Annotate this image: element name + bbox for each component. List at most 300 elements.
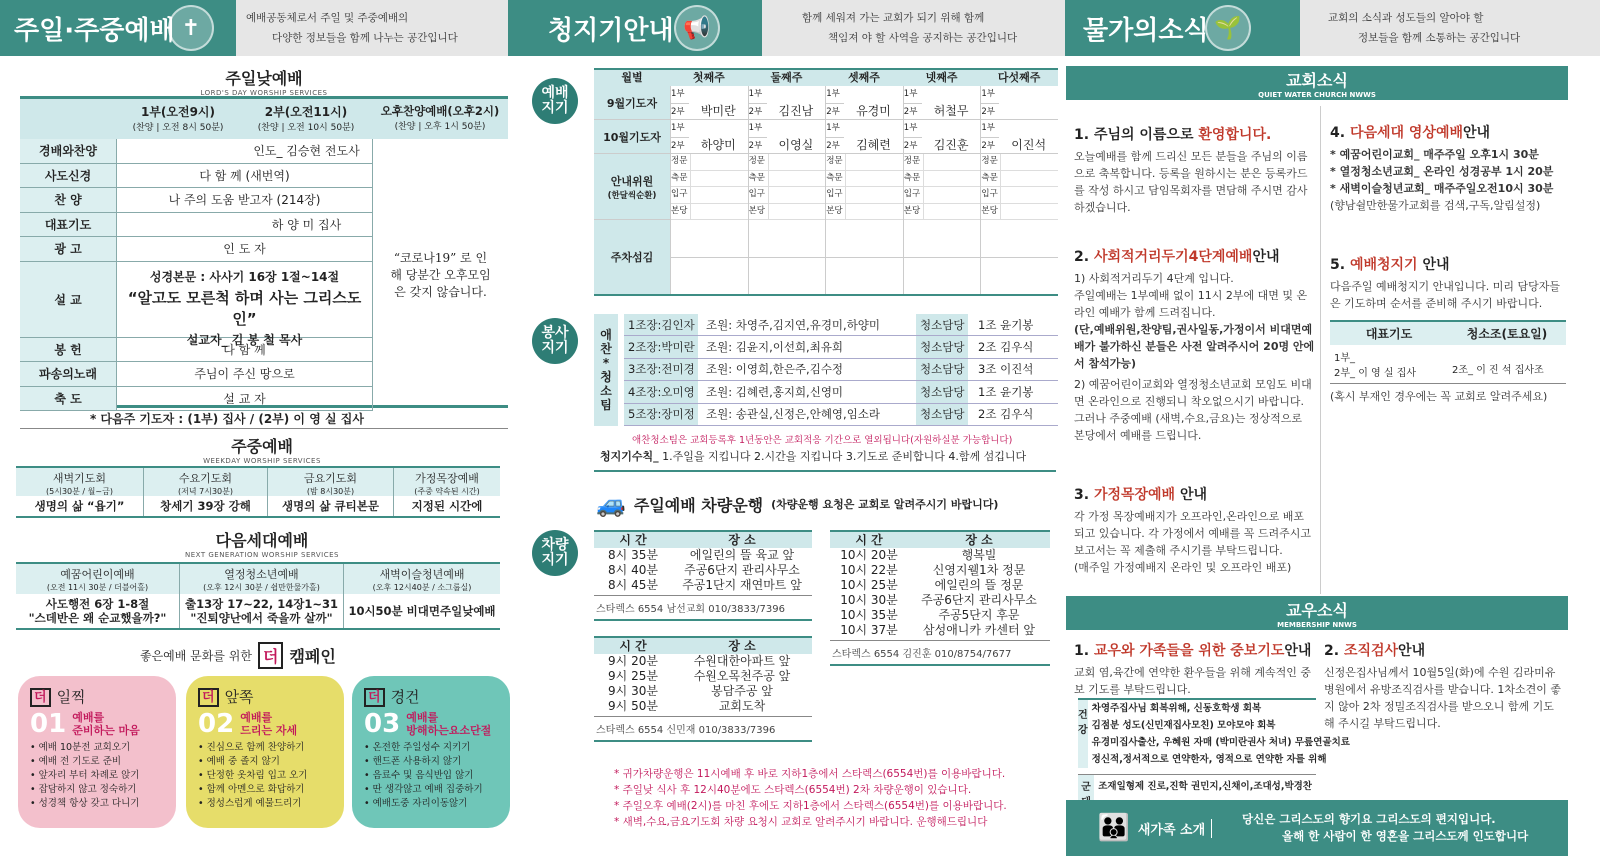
part-1: 1부 bbox=[749, 86, 767, 104]
prayer-row bbox=[594, 86, 1058, 120]
car-time: 9시 50분 bbox=[608, 699, 658, 713]
part-2: 2부 bbox=[903, 107, 918, 117]
col-header bbox=[344, 564, 500, 594]
afternoon-notice: “코로나19” 로 인해 당분간 오후모임은 갖지 않습니다. bbox=[372, 139, 508, 411]
car-time: 10시 22분 bbox=[840, 563, 898, 577]
team-members: 조원: 송관실,신정은,안혜영,임소라 bbox=[706, 407, 881, 422]
part-1: 1부 bbox=[904, 120, 922, 138]
prayer-line: 유경미집사출산, 우혜원 자매 (박미란권사 처녀) 무릎연골치료 bbox=[1091, 737, 1350, 748]
part-labels bbox=[981, 120, 999, 153]
team-leader: 1조장:김인자 bbox=[624, 314, 698, 335]
parking-slot bbox=[981, 258, 1058, 295]
parking-slot bbox=[904, 258, 981, 295]
row-value: 하 양 미 집사 bbox=[116, 213, 372, 237]
clean-label: 청소담당 bbox=[916, 336, 968, 357]
prayer-name bbox=[999, 86, 1058, 119]
car-h-time: 시 간 bbox=[619, 639, 647, 653]
col-time: (밤 8시30분) bbox=[306, 487, 355, 496]
campaign-item: • 성경책 항상 갖고 다니기 bbox=[30, 798, 140, 809]
col-header bbox=[144, 468, 267, 496]
col-time: (오후 12시 30분 / 쉽만한물가홀) bbox=[203, 583, 320, 592]
part-2: 2부 bbox=[981, 141, 995, 151]
guide-sub: (한달씩순환) bbox=[607, 190, 657, 201]
campaign-num: 01 bbox=[30, 708, 67, 739]
team-row bbox=[624, 359, 1058, 381]
car-row bbox=[594, 699, 812, 714]
car-place: 행복빌 bbox=[961, 548, 997, 562]
car-h-place: 장 소 bbox=[728, 639, 756, 653]
car-notes bbox=[614, 766, 1064, 830]
pill-service-steward: 봉사 지기 bbox=[532, 318, 578, 364]
campaign-head bbox=[198, 708, 332, 739]
motto: 청지기수칙_ 1.주일을 지킵니다 2.시간을 지킵니다 3.기도로 준비합니다 4.함께 섬깁니다 bbox=[600, 450, 1027, 463]
row-value: 인 도 자 bbox=[116, 237, 372, 261]
campaign-head bbox=[364, 708, 498, 739]
team-leader: 3조장:전미경 bbox=[624, 359, 698, 380]
sermon-title: “알고도 모른척 하며 사는 그리스도인” bbox=[127, 288, 362, 328]
car-note: * 귀가차량운행은 11시예배 후 바로 지하1층에서 스타렉스(6554번)를 이용바랍니다. bbox=[614, 768, 1006, 780]
clean-label: 청소담당 bbox=[916, 381, 968, 402]
week-header: 셋째주 bbox=[848, 71, 880, 84]
guide-position bbox=[904, 171, 981, 188]
row-label: 경배와찬양 bbox=[20, 139, 116, 163]
col-header bbox=[180, 564, 343, 594]
row-label: 사도신경 bbox=[20, 164, 116, 188]
header-desc: 함께 세워져 가는 교회가 되기 위해 함께 책임져 야 할 사역을 공지하는 공간입니다 bbox=[762, 0, 1065, 56]
news-nextgen-video: 4. 다음세대 영상예배안내 * 예꿈어린이교회_ 매주주일 오후1시 30분 * 열정청소년교회_ 온라인 성경공부 1시 20분 * 새벽이슬청년교회_ 매주주일오전10시 30분 (향남쉴만한물가교회를 검색,구독,알림설정) bbox=[1330, 125, 1554, 212]
part-2: 2부 bbox=[981, 107, 995, 117]
car-time: 10시 20분 bbox=[840, 548, 898, 562]
part-1: 1부 bbox=[981, 86, 999, 104]
part-1: 1부 bbox=[671, 120, 689, 138]
new-family-footer: 👪 새가족 소개 당신은 그리스도의 향기요 그리스도의 편지입니다. 올해 한 사람이 한 영혼을 그리스도께 인도합니다 bbox=[1066, 800, 1568, 856]
campaign-mark: 더 bbox=[30, 688, 51, 707]
campaign-head bbox=[30, 708, 164, 739]
position-label: 정문 bbox=[904, 154, 924, 170]
news-welcome: 1. 주님의 이름으로 환영합니다. 오늘예배를 함께 드리신 모든 분들을 주님의 이름으로 축복합니다. 등록을 원하시는 분은 등록카드를 작성 하시고 담임목회자를 면담해 주시면 감사하겠습니다. bbox=[1074, 127, 1308, 214]
car-icon: 🚙 bbox=[596, 490, 626, 518]
campaign-mark: 더 bbox=[198, 688, 219, 707]
campaign-item: • 온전한 주일성수 지키기 bbox=[364, 742, 471, 753]
section-subtitle: LORD'S DAY WORSHIP SERVICES bbox=[200, 89, 328, 97]
guide-position bbox=[826, 204, 903, 221]
parking-slot bbox=[904, 220, 981, 258]
part-2: 2부 bbox=[903, 141, 918, 151]
guide-position bbox=[749, 187, 826, 204]
car-table-3 bbox=[830, 530, 1050, 666]
bible-icon: ✝ bbox=[168, 5, 214, 51]
sermon-content bbox=[116, 262, 372, 347]
head-line-1: 예배를 bbox=[406, 711, 439, 724]
car-row bbox=[830, 548, 1050, 563]
car-place: 에일린의 뜰 정문 bbox=[934, 578, 1024, 592]
part-labels bbox=[671, 86, 689, 119]
position-label: 측문 bbox=[671, 171, 691, 187]
position-label: 입구 bbox=[826, 187, 846, 203]
row-label: 축 도 bbox=[20, 387, 116, 411]
part-1: 1부 bbox=[671, 86, 689, 104]
member-news-bar: 교우소식 MEMBERSHIP NNWS bbox=[1066, 596, 1568, 630]
car-row bbox=[830, 578, 1050, 593]
week-header-row bbox=[594, 68, 1058, 86]
prayer-name: 하양미 bbox=[700, 138, 736, 152]
section-title: 주일낮예배 bbox=[225, 69, 303, 88]
guide-position bbox=[981, 171, 1058, 188]
team-row bbox=[624, 404, 1058, 426]
pill-car-steward: 차량 지기 bbox=[532, 530, 578, 576]
team-row bbox=[624, 381, 1058, 403]
part-2: 2부 bbox=[671, 107, 685, 117]
guide-cell bbox=[903, 154, 981, 219]
col-name: 수요기도회 bbox=[178, 472, 233, 485]
car-footer: 스타렉스 6554 남선교회 010/3833/7396 bbox=[594, 595, 812, 621]
prayer-name: 허철무 bbox=[933, 104, 969, 118]
position-label: 측문 bbox=[904, 171, 924, 187]
guide-position bbox=[904, 204, 981, 221]
col-name: 가정목장예배 bbox=[415, 472, 479, 485]
prayer-cell bbox=[670, 86, 748, 119]
col-content: 생명의 삶 큐티본문 bbox=[282, 499, 379, 513]
weekday-col bbox=[144, 468, 268, 516]
section-subtitle: WEEKDAY WORSHIP SERVICES bbox=[203, 457, 321, 465]
part-1: 1부 bbox=[826, 86, 844, 104]
clean-turn: 3조 이진석 bbox=[978, 362, 1034, 377]
team-note: 애찬청소팀은 교회등록후 1년동안은 교회적응 기간으로 열외됩니다(자원하실분 가능합니다) bbox=[632, 435, 1013, 446]
lords-day-table: 1부(오전9시) (찬양 | 오전 8시 50분) 2부(오전11시) (찬양 | 오전 10시 50분) 오후찬양예배(오후2시) (찬양 | 오후 1시 50분) 경배와찬양 인도_ 김승현 전도사 사도신경 다 함 께 (새번역) 찬 양 나 주의 도움 받고자 (214장) 대표기도 하 양 미 집사 광 고 인 도 자 설 교 성경본문 : 사사기 16장 1절~14절 “알고도 모른척 하며 사는 그리스도인” 설교자_ 김 봉 철 목사 봉 헌 다 함 께 파송의노래 주님이 주신 땅으로 축 도 설 교 자 “코로나19” 로 인해 당분간 오후모임은 갖지 않습니다. bbox=[20, 96, 508, 408]
row-value: 인도_ 김승현 전도사 bbox=[116, 139, 372, 163]
sermon-ref: 성경본문 : 사사기 16장 1절~14절 bbox=[149, 269, 340, 284]
parking-cell bbox=[825, 220, 903, 294]
parking-slot bbox=[671, 258, 748, 295]
guide-position bbox=[981, 154, 1058, 171]
prayer-name: 김진훈 bbox=[933, 138, 969, 152]
megaphone-icon: 📢 bbox=[674, 5, 720, 51]
position-label: 측문 bbox=[826, 171, 846, 187]
prayer-line: 차영주집사님 회복위해, 신동호학생 회복 bbox=[1091, 703, 1262, 714]
week-header: 넷째주 bbox=[925, 71, 958, 84]
position-label: 본당 bbox=[671, 204, 691, 220]
col-time: (오후 12시40분 / 소그룹실) bbox=[372, 583, 472, 592]
car-time: 8시 35분 bbox=[608, 548, 658, 562]
weekday-section bbox=[16, 434, 508, 465]
prayer-cell bbox=[825, 120, 903, 153]
car-time: 10시 35분 bbox=[840, 608, 898, 622]
parking-cell bbox=[748, 220, 826, 294]
car-row bbox=[594, 563, 812, 578]
guide-position bbox=[904, 187, 981, 204]
clean-label: 청소담당 bbox=[916, 359, 968, 380]
head-line-2: 방해하는요소단절 bbox=[406, 724, 492, 737]
part-1: 1부 bbox=[826, 120, 844, 138]
position-label: 측문 bbox=[981, 171, 1001, 187]
guide-label: 안내위원 bbox=[610, 174, 654, 188]
guide-position bbox=[749, 204, 826, 221]
col-header bbox=[16, 564, 179, 594]
row-label: 봉 헌 bbox=[20, 338, 116, 362]
position-label: 본당 bbox=[904, 204, 924, 220]
car-h-time: 시 간 bbox=[855, 533, 883, 547]
col-name: 새벽이슬청년예배 bbox=[379, 568, 465, 581]
parking-slot bbox=[981, 220, 1058, 258]
weekday-col bbox=[268, 468, 394, 516]
weekday-col bbox=[16, 468, 144, 516]
row-label: 주차섬김 bbox=[594, 220, 670, 294]
col-time: (5시30분 / 월~금) bbox=[46, 487, 113, 496]
part-2: 2부 bbox=[748, 107, 763, 117]
col-content: 생명의 삶 “욥기” bbox=[34, 499, 125, 513]
guide-row bbox=[594, 154, 1058, 220]
car-row bbox=[594, 654, 812, 669]
car-row bbox=[594, 548, 812, 563]
part-labels bbox=[826, 120, 844, 153]
clean-turn: 1조 윤기봉 bbox=[978, 317, 1034, 332]
head-line-1: 예배를 bbox=[72, 711, 105, 724]
header-title: 물가의소식 🌱 bbox=[1065, 0, 1300, 56]
campaign-num: 03 bbox=[364, 708, 401, 739]
lords-row bbox=[20, 164, 372, 189]
guide-position bbox=[904, 154, 981, 171]
header-worship bbox=[0, 0, 508, 56]
lords-row bbox=[20, 237, 372, 262]
campaign-item: • 진심으로 함께 찬양하기 bbox=[198, 742, 305, 753]
col-content: 10시50분 비대면주일낮예배 bbox=[348, 604, 496, 618]
prayer-list: 건강 차영주집사님 회복위해, 신동호학생 회복 김점분 성도(신민재집사모친) 모야모야 회복 유경미집사출산, 우혜원 자매 (박미란권사 처녀) 무릎연골치료 정신적,정서적으로 연약한자, 영적으로 연약한 자를 위해 군 조재일형제 진로,진학 권민지,신채이,조대성,박경찬 bbox=[1078, 698, 1316, 811]
lords-row bbox=[20, 213, 372, 238]
position-label: 정문 bbox=[749, 154, 769, 170]
campaign-item: • 예배 10분전 교회오기 bbox=[30, 742, 131, 753]
campaign-item: • 예배도중 자리이동않기 bbox=[364, 798, 468, 809]
car-place: 신영지웰1차 정문 bbox=[932, 563, 1026, 577]
campaign-head-text bbox=[406, 711, 491, 737]
parking-slot bbox=[749, 220, 826, 258]
position-label: 정문 bbox=[981, 154, 1001, 170]
car-h-place: 장 소 bbox=[728, 533, 756, 547]
car-h-place: 장 소 bbox=[965, 533, 993, 547]
parking-cell bbox=[670, 220, 748, 294]
lords-rows bbox=[20, 139, 372, 411]
col-content: 창세기 39장 강해 bbox=[160, 499, 251, 513]
car-place: 삼성애니카 카센터 앞 bbox=[923, 623, 1035, 637]
part-labels bbox=[904, 120, 922, 153]
campaign-card-3 bbox=[352, 676, 510, 828]
campaign-num: 02 bbox=[198, 708, 235, 739]
car-place: 주공1단지 재연마트 앞 bbox=[682, 578, 802, 592]
car-time: 10시 25분 bbox=[840, 578, 898, 592]
guide-position bbox=[826, 154, 903, 171]
team-members: 조원: 김혜련,홍지희,신영미 bbox=[706, 384, 844, 399]
campaign-card-2 bbox=[186, 676, 344, 828]
campaign-item: • 앞자리 부터 차례로 앉기 bbox=[30, 770, 140, 781]
prayer-name: 이진석 bbox=[1011, 138, 1047, 152]
campaign-word-row bbox=[30, 688, 164, 707]
pill-worship-steward: 예배 지기 bbox=[532, 78, 578, 124]
position-label: 정문 bbox=[671, 154, 691, 170]
nextgen-col bbox=[16, 564, 180, 628]
car-place: 봉담주공 앞 bbox=[711, 684, 773, 698]
row-value: 다 함 께 (새번역) bbox=[116, 164, 372, 188]
row-label: 찬 양 bbox=[20, 188, 116, 212]
prayer-cell bbox=[903, 120, 981, 153]
parking-cell bbox=[903, 220, 981, 294]
header-title: 청지기안내 📢 bbox=[508, 0, 762, 56]
col-content: 출13장 17~22, 14장1~31 "진퇴양난에서 죽을까 살까" bbox=[185, 597, 338, 625]
guide-position bbox=[826, 187, 903, 204]
campaign-item: • 정성스럽게 예물드리기 bbox=[198, 798, 302, 809]
clean-turn: 1조 윤기봉 bbox=[978, 384, 1034, 399]
car-row bbox=[830, 593, 1050, 608]
guide-position bbox=[749, 171, 826, 188]
col-header bbox=[268, 468, 393, 496]
campaign-item: • 예배 중 졸지 않기 bbox=[198, 756, 280, 767]
team-rows bbox=[624, 314, 1058, 426]
row-label: 설 교 bbox=[20, 262, 116, 337]
nextgen-table bbox=[16, 562, 500, 630]
prayer-cell bbox=[980, 120, 1058, 153]
car-place: 주공5단지 후문 bbox=[938, 608, 1020, 622]
part-2: 2부 bbox=[826, 141, 840, 151]
guide-position bbox=[981, 187, 1058, 204]
header-news bbox=[1065, 0, 1600, 56]
car-time: 9시 30분 bbox=[608, 684, 658, 698]
member-biopsy: 2. 조직검사안내 신정은집사님께서 10월5일(화)에 수원 김라미유 병원에서 유방조직검사를 받습니다. 1차소견이 좋지 않아 2차 정밀조직검사를 받으오니 함께 기도해 주시길 부탁드립니다. bbox=[1324, 643, 1561, 730]
prayer-cell bbox=[670, 120, 748, 153]
car-time: 8시 40분 bbox=[608, 563, 658, 577]
prayer-cell bbox=[980, 86, 1058, 119]
sermon-by: 설교자_ 김 봉 철 목사 bbox=[186, 332, 303, 347]
campaign-head-text bbox=[72, 711, 140, 737]
parking-slot bbox=[826, 220, 903, 258]
prayer-name: 유경미 bbox=[856, 104, 891, 118]
part-labels bbox=[671, 120, 689, 153]
car-table-2 bbox=[594, 636, 812, 742]
header-desc: 예배공동체로서 주일 및 주중예배의 다양한 정보들을 함께 나누는 공간입니다 bbox=[236, 0, 508, 56]
clean-turn: 2조 김우식 bbox=[978, 407, 1034, 422]
part-labels bbox=[981, 86, 999, 119]
part-1: 1부 bbox=[749, 120, 767, 138]
part-2: 2부 bbox=[748, 141, 763, 151]
news-distancing: 2. 사회적거리두기4단계예배안내 1) 사회적거리두기 4단계 입니다. 주일예배는 1부예배 없이 11시 2부에 대면 및 온라인 예배가 함께 드려집니다. (단,예배위원,찬양팀,권사일동,가정이서 비대면예배가 불가하신 분들은 사전 알려주시어 20명 안에서 참석가능) 2) 예꿈어린이교회와 열정청소년교회 모임도 비대면 온라인으로 진행되니 착오없으시기 바랍니다. 그러나 주중예배 (새벽,수요,금요)는 정상적으로 본당에서 예배를 드립니다. bbox=[1074, 249, 1315, 442]
head-line-2: 드리는 자세 bbox=[240, 724, 298, 737]
row-value: 나 주의 도움 받고자 (214장) bbox=[116, 188, 372, 212]
part-labels bbox=[749, 86, 767, 119]
team-members: 조원: 이영희,한은주,김수정 bbox=[706, 362, 844, 377]
car-place: 교회도착 bbox=[718, 699, 766, 713]
row-label: 9월기도자 bbox=[594, 86, 670, 119]
position-label: 입구 bbox=[671, 187, 691, 203]
guide-cell bbox=[825, 154, 903, 219]
clean-label: 청소담당 bbox=[916, 404, 968, 425]
part-2: 2부 bbox=[671, 141, 685, 151]
car-row bbox=[594, 578, 812, 593]
team-leader: 5조장:장미정 bbox=[624, 404, 698, 425]
position-label: 입구 bbox=[904, 187, 924, 203]
clean-label: 청소담당 bbox=[916, 314, 968, 335]
campaign-item: • 딴 생각않고 예배 집중하기 bbox=[364, 784, 483, 795]
col-header bbox=[394, 468, 500, 496]
car-place: 주공6단지 관리사무소 bbox=[684, 563, 800, 577]
part-1: 1부 bbox=[904, 86, 922, 104]
car-h-time: 시 간 bbox=[619, 533, 647, 547]
team-members: 조원: 차영주,김지연,유경미,하양미 bbox=[706, 317, 881, 332]
prayer-cell bbox=[903, 86, 981, 119]
parking-cell bbox=[980, 220, 1058, 294]
part-labels bbox=[749, 120, 767, 153]
lords-row bbox=[20, 338, 372, 363]
car-place: 수원오목천주공 앞 bbox=[693, 669, 791, 683]
part-2: 2부 bbox=[826, 107, 840, 117]
parking-slot bbox=[671, 220, 748, 258]
car-footer: 스타렉스 6554 김진훈 010/8754/7677 bbox=[830, 640, 1050, 666]
col-name: 예꿈어린이예배 bbox=[60, 568, 135, 581]
row-label bbox=[594, 154, 670, 219]
nextgen-section bbox=[16, 528, 508, 559]
plant-hand-icon: 🌱 bbox=[1205, 5, 1251, 51]
week-header: 첫째주 bbox=[692, 71, 725, 84]
car-table-1 bbox=[594, 530, 812, 621]
weekday-col bbox=[394, 468, 500, 516]
guide-position bbox=[981, 204, 1058, 221]
col-name: 금요기도회 bbox=[303, 472, 358, 485]
row-label: 광 고 bbox=[20, 237, 116, 261]
section-title: 다음세대예배 bbox=[215, 531, 309, 550]
team-leader: 4조장:오미영 bbox=[624, 381, 698, 402]
campaign-word-row bbox=[364, 688, 498, 707]
row-label: 파송의노래 bbox=[20, 362, 116, 386]
family-icon: 👪 bbox=[1097, 813, 1131, 843]
head-line-2: 준비하는 마음 bbox=[72, 724, 140, 737]
clean-turn: 2조 김우식 bbox=[978, 340, 1034, 355]
row-value: 주님이 주신 땅으로 bbox=[116, 362, 372, 386]
col-time: (오전 11시 30분 / 더블어홀) bbox=[46, 583, 149, 592]
car-place: 주공6단지 관리사무소 bbox=[921, 593, 1037, 607]
prayer-line: 정신적,정서적으로 연약한자, 영적으로 연약한 자를 위해 bbox=[1091, 754, 1327, 765]
prayer-cell bbox=[748, 120, 826, 153]
guide-position bbox=[671, 171, 748, 188]
guide-position bbox=[671, 154, 748, 171]
prayer-name: 박미란 bbox=[700, 104, 736, 118]
row-label: 대표기도 bbox=[20, 213, 116, 237]
team-leader: 2조장:박미란 bbox=[624, 336, 698, 357]
nextgen-col bbox=[180, 564, 344, 628]
position-label: 본당 bbox=[749, 204, 769, 220]
news-steward-next: 5. 예배청지기 안내 다음주일 예배청지기 안내입니다. 미리 담당자들은 기도하며 순서를 준비해 주시기 바랍니다. 대표기도 청소조(토요일) 1부_ 2부_ 이 영 실 집사 2조_ 이 진 석 집사조 (혹시 부재인 경우에는 꼭 교회로 알려주세요) bbox=[1330, 254, 1566, 405]
lords-day-section bbox=[20, 66, 508, 97]
lords-row bbox=[20, 387, 372, 412]
guide-cell bbox=[670, 154, 748, 219]
col-name: 새벽기도회 bbox=[52, 472, 107, 485]
car-row bbox=[830, 608, 1050, 623]
team-row bbox=[624, 336, 1058, 358]
car-time: 10시 30분 bbox=[840, 593, 898, 607]
guide-position bbox=[749, 154, 826, 171]
col-header bbox=[16, 468, 143, 496]
header-steward bbox=[508, 0, 1065, 56]
car-time: 9시 25분 bbox=[608, 669, 658, 683]
prayer-cell bbox=[825, 86, 903, 119]
col-content: 지정된 시간에 bbox=[411, 499, 483, 513]
car-time: 9시 20분 bbox=[608, 654, 658, 668]
car-note: * 주일오후 예배(2시)를 마친 후에도 지하1층에서 스타렉스(6554번)를 이용바랍니다. bbox=[614, 800, 1007, 812]
guide-cell bbox=[748, 154, 826, 219]
row-label: 10월기도자 bbox=[594, 120, 670, 153]
section-title: 주중예배 bbox=[231, 437, 293, 456]
lords-row bbox=[20, 139, 372, 164]
car-header-row bbox=[830, 530, 1050, 548]
car-header-row bbox=[594, 530, 812, 548]
position-label: 입구 bbox=[749, 187, 769, 203]
team-members: 조원: 김윤지,이선희,최유희 bbox=[706, 340, 844, 355]
car-place: 수원대한아파트 앞 bbox=[693, 654, 791, 668]
